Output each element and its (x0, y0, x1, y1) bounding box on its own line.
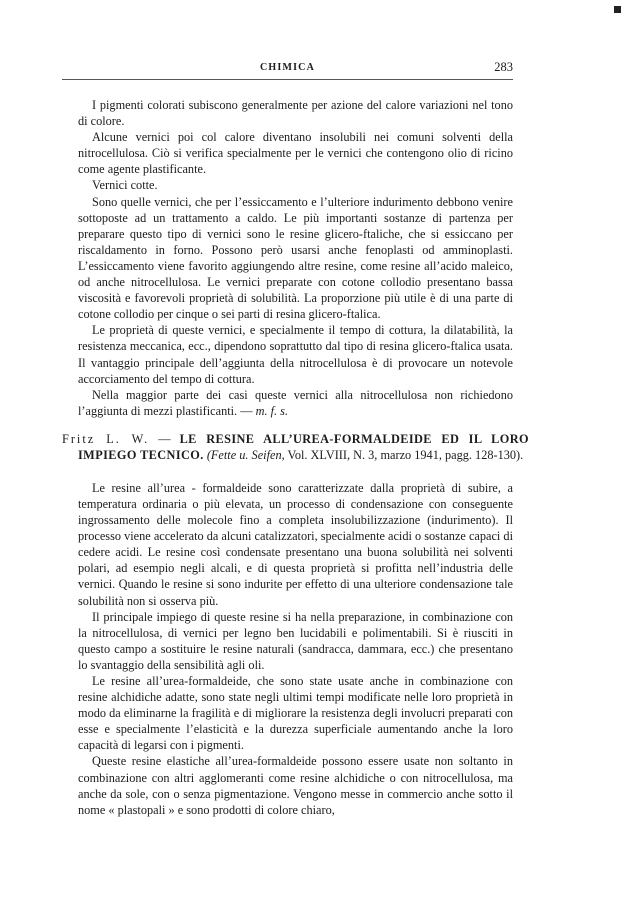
article-source-journal: (Fette u. Seifen, (206, 448, 285, 463)
running-title: CHIMICA (259, 62, 316, 73)
paragraph-pigments: I pigmenti colorati subiscono generalmente per azione del calore variazioni nel tono di colore. (78, 98, 513, 129)
paragraph-main-use: Il principale impiego di queste resine si ha nella preparazione, in combinazione con la nitrocellulosa, di vernici per legno ben lucidabili e polimentabili. Si è riusciti in questo campo a sostituire le resine naturali (sandracca, dammara, ecc.) che presentano lo svantaggio della sensibilità agli oli. (78, 609, 513, 672)
signature-initials: m. f. s. (255, 403, 289, 418)
paragraph-vernici-cotte: Sono quelle vernici, che per l’essiccamento e l’ulteriore indurimento debbono venire sottoposte ad un trattamento a caldo. Le più importanti sostanze di partenza per preparare questo tipo di vernici sono le resine glicero-ftaliche, che si essiccano per riscaldamento in forno. Possono però usarsi anche fenoplasti od amminoplasti. L’essiccamento viene favorito aggiungendo altre resine, come resine all’acido maleico, od anche nitrocellulosa. Le vernici preparate con cotone collodio presentano bassa viscosità e favorevoli proprietà di solubilità. La proporzione più utile è di una parte di cotone collodio per cinque o sei parti di resina glicero-ftalica. (78, 194, 513, 322)
corner-mark-icon (614, 6, 621, 13)
paragraph-plasticizers (78, 387, 513, 419)
paragraph-urea-resins: Le resine all’urea - formaldeide sono caratterizzate dalla proprietà di subire, a temperatura ordinaria o più elevata, un processo di condensazione con conseguente ingrossamento delle molecole fino a completa insolubilizzazione (indurimento). Il processo viene accelerato da alcuni catalizzatori, specialmente acidi o sostanze capaci di cedere acidi. Le resine così condensate presentano una buona solubilità nei solventi polari, ad esempio negli alcali, e di questa proprietà si profitta nell’industria delle vernici. Quando le resine si sono indurite per effetto di una ulteriore condensazione tale solubilità non si osserva più. (78, 480, 513, 608)
spacer (78, 464, 513, 480)
paragraph-properties: Le proprietà di queste vernici, e specialmente il tempo di cottura, la dilatabilità, la resistenza meccanica, ecc., dipendono soprattutto dal tipo di resina glicero-ftalica usata. Il vantaggio principale dell’aggiunta della nitrocellulosa è di provocare un notevole accorciamento del tempo di cottura. (78, 323, 513, 386)
section-heading-vernici-cotte: Vernici cotte. (92, 178, 158, 193)
header-rule (62, 79, 513, 80)
paragraph-elastic-resins: Queste resine elastiche all’urea-formaldeide possono essere usate non soltanto in combinazione con altri agglomeranti come resine alchidiche o con nitrocellulosa, ma anche da sole, con o senza pigmentazione. Vengono messe in commercio anche sotto il nome « plastopali » e sono prodotti di colore chiaro, (78, 754, 513, 817)
page-number: 283 (494, 60, 513, 74)
article-source-details: Vol. XLVIII, N. 3, marzo 1941, pagg. 128-130). (287, 448, 524, 463)
paragraph-insoluble: Alcune vernici poi col calore diventano insolubili nei comuni solventi della nitrocellulosa. Ciò si verifica specialmente per le vernici che contengono olio di ricino come agente plastificante. (78, 130, 513, 177)
paragraph-plasticizers-text: Nella maggior parte dei casi queste vernici alla nitrocellulosa non richiedono l’aggiunta di mezzi plastificanti. — (78, 387, 513, 418)
paragraph-modified-resins: Le resine all’urea-formaldeide, che sono state usate anche in combinazione con resine alchidiche adatte, sono state negli ultimi tempi modificate nelle loro proprietà in modo da eliminarne la fragilità e di migliorare la resistenza degli involucri preparati con esse e specialmente l’elasticità e la durezza superficiale aumentando anche la loro capacità di legarsi con i pigmenti. (78, 674, 513, 753)
article-author: Fritz L. W. (62, 431, 150, 446)
article-title: LE RESINE ALL’UREA-FORMALDEIDE ED IL LORO IMPIEGO TECNICO. (78, 431, 529, 463)
article-dash: — (158, 431, 171, 446)
text-body (62, 97, 529, 818)
article-heading (62, 431, 529, 464)
